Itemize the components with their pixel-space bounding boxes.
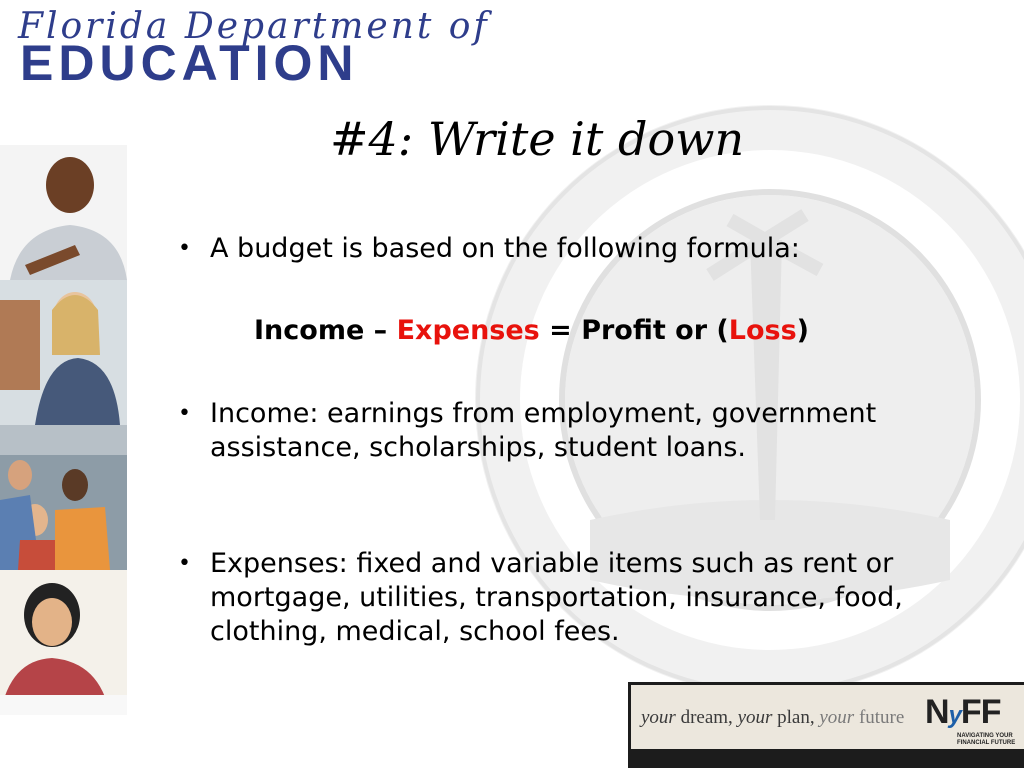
- student-photo-3: [0, 425, 127, 570]
- banner-tagline: [641, 707, 904, 729]
- student-photo-4: [0, 570, 127, 715]
- nyff-logo-subtitle: NAVIGATING YOUR FINANCIAL FUTURE: [957, 733, 1016, 746]
- banner-panel: [631, 685, 1024, 749]
- nyff-logo-n: N: [925, 693, 949, 731]
- budget-formula: [254, 314, 809, 348]
- student-photo-2: [0, 280, 127, 425]
- bullet-dot: •: [178, 551, 191, 576]
- student-photo-1: [0, 145, 127, 280]
- logo-line-education: EDUCATION: [20, 35, 359, 91]
- bullet-text: Income: earnings from employment, government assistance, scholarships, student loans.: [210, 398, 877, 463]
- nyff-logo-ff: FF: [960, 693, 1001, 731]
- bullet-expenses: [178, 547, 968, 649]
- tagline-your-1: your: [641, 707, 676, 728]
- nyff-logo-y: y: [948, 702, 961, 729]
- bullet-text: A budget is based on the following formula:: [210, 233, 800, 264]
- nyff-banner: [628, 682, 1024, 768]
- formula-loss: Loss: [728, 315, 797, 346]
- logo-line-department: Florida Department of: [18, 6, 490, 47]
- bullet-dot: •: [178, 236, 191, 261]
- tagline-plan: plan,: [772, 707, 820, 728]
- formula-income: Income –: [254, 315, 397, 346]
- bullet-text: Expenses: fixed and variable items such as rent or mortgage, utilities, transportation, insurance, food, clothing, medical, school fees.: [210, 548, 903, 647]
- bullet-dot: •: [178, 401, 191, 426]
- formula-expenses: Expenses: [396, 315, 540, 346]
- tagline-your-3: your: [819, 707, 855, 728]
- bullet-income: [178, 397, 968, 465]
- formula-close-paren: ): [796, 315, 810, 346]
- slide-title: #4: Write it down: [330, 112, 745, 166]
- tagline-your-2: your: [737, 707, 773, 728]
- nyff-logo: [925, 693, 1000, 732]
- tagline-future: future: [854, 707, 905, 728]
- tagline-dream: dream,: [675, 707, 738, 728]
- bullet-budget-formula: [178, 232, 968, 266]
- formula-equals-profit: = Profit or (: [539, 315, 729, 346]
